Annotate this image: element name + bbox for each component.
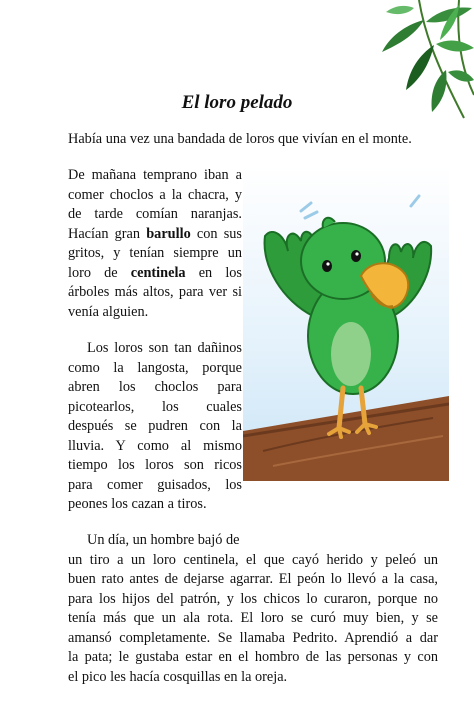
text-line: amansó completamente. Se llamaba Pedrito. Aprendió a dar [68, 629, 438, 646]
text-line: como la langosta, porque [68, 359, 242, 376]
intro-paragraph: Había una vez una bandada de loros que vivían en el monte. [68, 131, 412, 147]
text-line: comer choclos a la chacra, y [68, 186, 242, 203]
text-line: loro de centinela en los [68, 264, 242, 281]
text-line: árboles más altos, para ver si [68, 284, 242, 300]
page-title: El loro pelado [181, 92, 293, 113]
text-line: tiempo los loros son ricos [68, 457, 242, 473]
text-line: para los hijos del patrón, y los chicos lo curaron, porque no [68, 590, 438, 607]
text-line: Un día, un hombre bajó de [87, 532, 240, 548]
keyword-barullo: barullo [146, 225, 191, 242]
text-line: el pico les hacía cosquillas en la oreja. [68, 668, 288, 685]
text-line: picotearlos, los cuales [68, 398, 242, 415]
text-line: gritos, y tenían siempre un [68, 245, 242, 261]
text-line: peones los cazan a tiros. [68, 496, 207, 512]
belly [331, 322, 371, 386]
text-line: tenía más que un ala rota. El loro se curó muy bien, y se [68, 610, 438, 626]
keyword-centinela: centinela [130, 264, 186, 281]
eye [322, 260, 332, 272]
text-line: lluvia. Y como al mismo [68, 437, 242, 454]
text-line: abren los choclos para [68, 379, 242, 395]
text-line: Los loros son tan dañinos [87, 340, 242, 356]
eye [351, 250, 361, 262]
text-line: la pata; le gustaba estar en el hombro de las personas y con [68, 649, 438, 665]
text-line: de tarde comían naranjas. [68, 206, 242, 222]
text-line: buen rato antes de dejarse agarrar. El peón lo llevó a la casa, [68, 571, 438, 587]
text-line: venía alguien. [68, 303, 149, 320]
text-line: De mañana temprano iban a [68, 167, 242, 183]
text-line: para comer guisados, los [68, 476, 242, 493]
text-line: un tiro a un loro centinela, el que cayó herido y peleó un [68, 551, 438, 568]
text-line: Hacían gran barullo con sus [68, 225, 242, 242]
text-line: después se pudren con la [68, 418, 242, 434]
parrot-illustration [243, 166, 449, 481]
